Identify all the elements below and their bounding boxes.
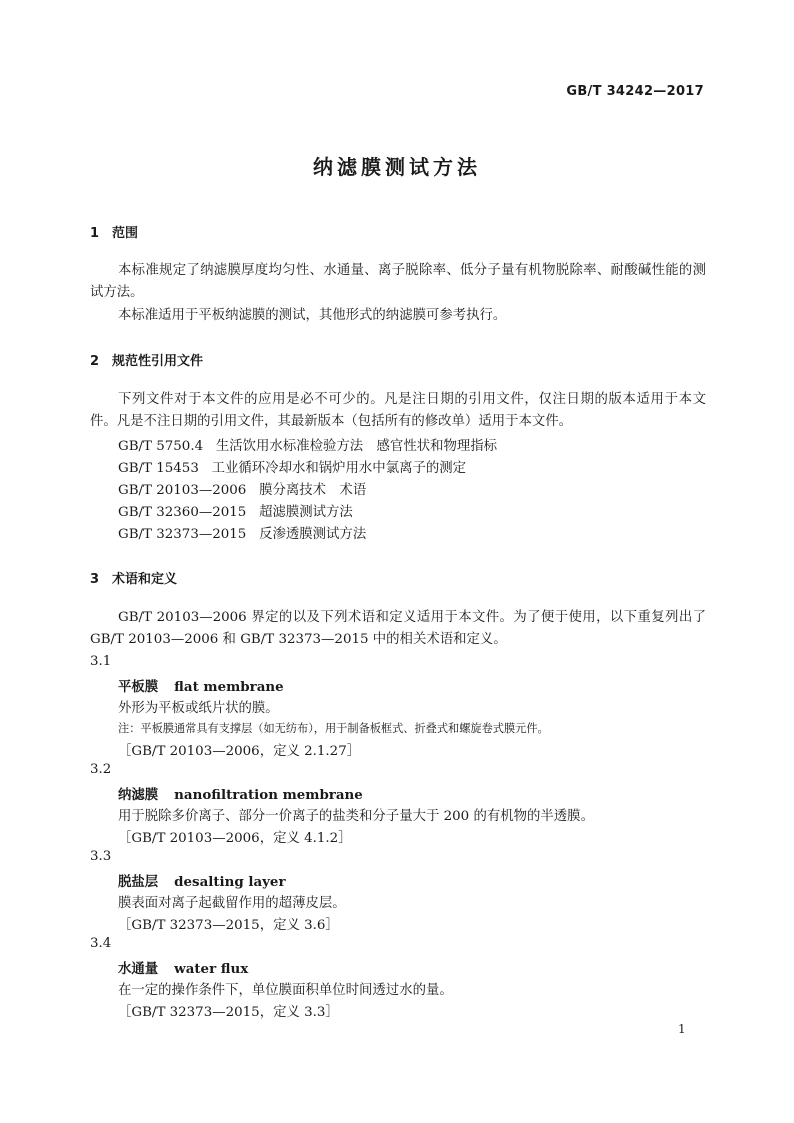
term-source: ［GB/T 20103—2006，定义 4.1.2］ xyxy=(118,831,352,846)
reference-code: GB/T 32360—2015 xyxy=(118,505,247,520)
reference-code: GB/T 20103—2006 xyxy=(118,483,247,498)
term-english: flat membrane xyxy=(174,679,284,695)
term-english: water flux xyxy=(174,961,249,977)
standard-number: GB/T 34242—2017 xyxy=(566,84,704,99)
reference-title: 生活饮用水标准检验方法 感官性状和物理指标 xyxy=(215,439,498,454)
term-definition: 膜表面对离子起截留作用的超薄皮层。 xyxy=(118,896,346,911)
section-3-heading xyxy=(90,568,177,587)
reference-item xyxy=(118,457,466,476)
section-2-heading xyxy=(90,350,203,369)
document-title: 纳滤膜测试方法 xyxy=(313,155,481,179)
section-1-heading xyxy=(90,222,138,241)
section-title: 术语和定义 xyxy=(112,572,178,587)
term-note: 注：平板膜通常具有支撑层（如无纺布），用于制备板框式、折叠式和螺旋卷式膜元件。 xyxy=(118,722,549,735)
reference-code: GB/T 5750.4 xyxy=(118,439,204,454)
section-number: 1 xyxy=(90,226,100,241)
term-definition: 外形为平板或纸片状的膜。 xyxy=(118,701,279,716)
reference-item xyxy=(118,501,353,520)
reference-title: 超滤膜测试方法 xyxy=(259,505,353,520)
term-chinese: 水通量 xyxy=(118,961,159,977)
reference-item xyxy=(118,523,366,542)
term-heading xyxy=(118,958,248,977)
section-3-intro: GB/T 20103—2006 界定的以及下列术语和定义适用于本文件。为了便于使用，以下重复列出了 GB/T 20103—2006 和 GB/T 32373—2015 中的相关术语和定义。 xyxy=(90,610,706,647)
section-number: 2 xyxy=(90,354,100,369)
term-heading xyxy=(118,784,363,803)
term-number: 3.2 xyxy=(90,762,112,777)
term-number: 3.1 xyxy=(90,654,112,669)
term-chinese: 纳滤膜 xyxy=(118,787,159,803)
section-1-paragraph-1: 本标准规定了纳滤膜厚度均匀性、水通量、离子脱除率、低分子量有机物脱除率、耐酸碱性能的测试方法。 xyxy=(90,263,706,300)
term-english: nanofiltration membrane xyxy=(174,787,363,803)
term-source: ［GB/T 32373—2015，定义 3.6］ xyxy=(118,918,339,933)
term-number: 3.3 xyxy=(90,849,112,864)
term-chinese: 平板膜 xyxy=(118,679,159,695)
term-definition: 用于脱除多价离子、部分一价离子的盐类和分子量大于 200 的有机物的半透膜。 xyxy=(118,809,594,824)
section-title: 规范性引用文件 xyxy=(112,354,204,369)
page-number: 1 xyxy=(678,1022,686,1036)
reference-title: 膜分离技术 术语 xyxy=(259,483,367,498)
term-english: desalting layer xyxy=(174,874,286,890)
term-definition: 在一定的操作条件下，单位膜面积单位时间透过水的量。 xyxy=(118,983,453,998)
reference-code: GB/T 15453 xyxy=(118,461,199,476)
reference-code: GB/T 32373—2015 xyxy=(118,527,247,542)
section-number: 3 xyxy=(90,572,100,587)
section-title: 范围 xyxy=(112,226,139,241)
term-heading xyxy=(118,871,286,890)
term-source: ［GB/T 32373—2015，定义 3.3］ xyxy=(118,1005,339,1020)
section-2-intro: 下列文件对于本文件的应用是必不可少的。凡是注日期的引用文件，仅注日期的版本适用于本文件。凡是不注日期的引用文件，其最新版本（包括所有的修改单）适用于本文件。 xyxy=(90,392,706,429)
reference-title: 工业循环冷却水和锅炉用水中氯离子的测定 xyxy=(211,461,467,476)
reference-item xyxy=(118,435,497,454)
term-source: ［GB/T 20103—2006，定义 2.1.27］ xyxy=(118,744,361,759)
term-chinese: 脱盐层 xyxy=(118,874,159,890)
reference-item xyxy=(118,479,366,498)
reference-title: 反渗透膜测试方法 xyxy=(259,527,367,542)
term-heading xyxy=(118,676,284,695)
term-number: 3.4 xyxy=(90,936,112,951)
section-1-paragraph-2: 本标准适用于平板纳滤膜的测试，其他形式的纳滤膜可参考执行。 xyxy=(118,308,507,323)
